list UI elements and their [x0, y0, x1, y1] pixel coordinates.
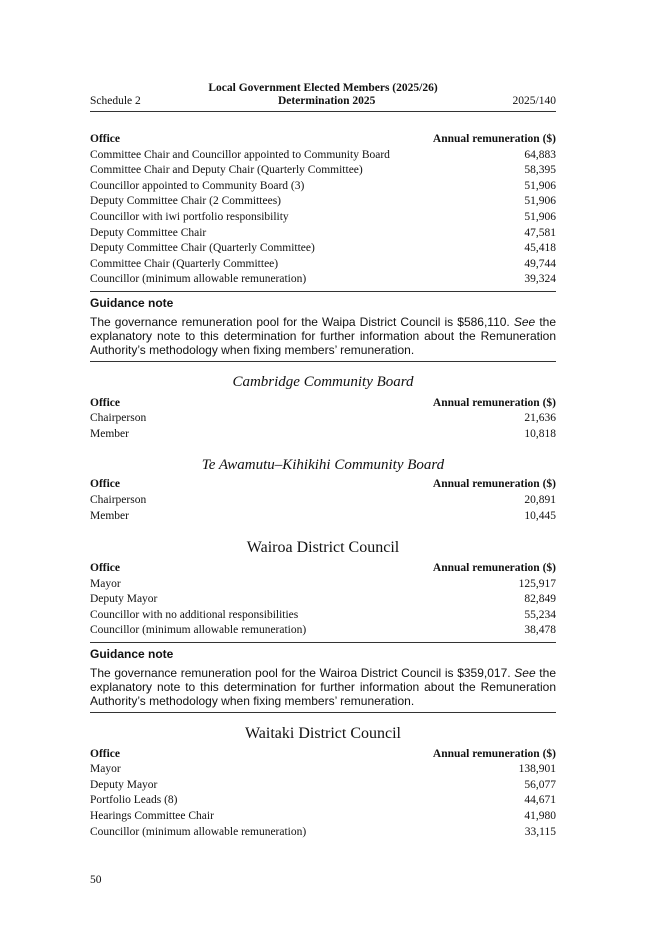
office-cell: Member	[90, 427, 129, 440]
remuneration-cell: 55,234	[524, 608, 556, 621]
remuneration-cell: 10,445	[524, 509, 556, 522]
teawamutu-remuneration-table	[90, 477, 556, 524]
remuneration-cell: 56,077	[524, 778, 556, 791]
office-cell: Committee Chair (Quarterly Committee)	[90, 257, 279, 270]
office-cell: Mayor	[90, 577, 121, 590]
remuneration-cell: 82,849	[524, 593, 556, 606]
remuneration-cell: 41,980	[524, 810, 556, 823]
table-row	[90, 778, 556, 794]
cambridge-board-title: Cambridge Community Board	[232, 373, 414, 390]
table-row	[90, 809, 556, 825]
table-header-row	[90, 561, 556, 577]
table-header-row	[90, 132, 556, 148]
section-divider	[90, 642, 556, 643]
wairoa-council-title: Wairoa District Council	[246, 539, 400, 557]
column-header-remuneration: Annual remuneration ($)	[432, 133, 556, 145]
table-row	[90, 825, 556, 841]
cambridge-remuneration-table	[90, 396, 556, 443]
cambridge-rows	[90, 411, 556, 442]
office-cell: Deputy Committee Chair	[90, 226, 207, 239]
note-text-see: See	[514, 666, 536, 681]
column-header-office: Office	[90, 133, 121, 145]
remuneration-cell: 10,818	[524, 427, 556, 440]
office-cell: Committee Chair and Councillor appointed to Community Board	[90, 148, 390, 161]
waipa-guidance-note	[90, 296, 556, 358]
column-header-remuneration: Annual remuneration ($)	[432, 747, 556, 760]
office-cell: Councillor (minimum allowable remuneration)	[90, 273, 307, 286]
column-header-remuneration: Annual remuneration ($)	[432, 396, 556, 409]
table-row	[90, 493, 556, 509]
wairoa-rows	[90, 577, 556, 639]
note-text-after: the explanatory note to this determination for further information about the Remuneration Authority’s methodology when fixing members’ remuneration.	[90, 314, 557, 358]
office-cell: Deputy Committee Chair (Quarterly Committee)	[90, 242, 315, 255]
remuneration-cell: 39,324	[524, 273, 556, 286]
office-cell: Member	[90, 509, 129, 522]
column-header-office: Office	[90, 396, 121, 409]
header-divider	[90, 111, 556, 112]
remuneration-cell: 20,891	[524, 493, 556, 506]
office-cell: Councillor appointed to Community Board (3)	[90, 179, 305, 192]
guidance-note-text	[90, 666, 556, 709]
remuneration-cell: 38,478	[524, 624, 556, 637]
remuneration-cell: 44,671	[524, 794, 556, 807]
remuneration-cell: 51,906	[524, 210, 556, 223]
table-row	[90, 226, 556, 242]
office-cell: Deputy Mayor	[90, 593, 158, 606]
column-header-office: Office	[90, 478, 121, 491]
table-row	[90, 509, 556, 525]
running-header	[90, 82, 556, 112]
guidance-note-text	[90, 315, 556, 358]
remuneration-cell: 21,636	[524, 412, 556, 425]
office-cell: Chairperson	[90, 493, 147, 506]
table-row	[90, 793, 556, 809]
section-divider	[90, 361, 556, 362]
remuneration-cell: 47,581	[524, 226, 556, 239]
table-row	[90, 592, 556, 608]
table-row	[90, 148, 556, 164]
header-determination: Determination 2025	[277, 95, 376, 107]
remuneration-cell: 51,906	[524, 179, 556, 192]
wairoa-guidance-note	[90, 647, 556, 709]
table-row	[90, 411, 556, 427]
remuneration-cell: 138,901	[518, 763, 556, 776]
remuneration-cell: 125,917	[518, 577, 556, 590]
table-row	[90, 427, 556, 443]
office-cell: Portfolio Leads (8)	[90, 794, 178, 807]
remuneration-cell: 58,395	[524, 164, 556, 177]
guidance-note-heading: Guidance note	[90, 647, 174, 662]
column-header-remuneration: Annual remuneration ($)	[432, 562, 556, 575]
page-number: 50	[90, 874, 102, 886]
page	[90, 82, 556, 840]
header-title: Local Government Elected Members (2025/26)	[208, 82, 438, 94]
office-cell: Deputy Committee Chair (2 Committees)	[90, 195, 281, 208]
header-schedule: Schedule 2	[90, 95, 141, 107]
table-row	[90, 163, 556, 179]
note-text-before: The governance remuneration pool for the Waipa District Council is $586,110.	[90, 314, 514, 329]
table-row	[90, 210, 556, 226]
table-row	[90, 241, 556, 257]
office-cell: Mayor	[90, 763, 121, 776]
table-row	[90, 762, 556, 778]
column-header-office: Office	[90, 747, 121, 760]
table-header-row	[90, 396, 556, 412]
table-row	[90, 608, 556, 624]
section-divider	[90, 291, 556, 292]
office-cell: Councillor (minimum allowable remuneration)	[90, 624, 307, 637]
guidance-note-heading: Guidance note	[90, 295, 174, 310]
remuneration-cell: 45,418	[524, 242, 556, 255]
column-header-remuneration: Annual remuneration ($)	[432, 478, 556, 491]
office-cell: Councillor (minimum allowable remuneration)	[90, 825, 307, 838]
note-text-after: the explanatory note to this determination for further information about the Remuneration Authority’s methodology when fixing members’ remuneration.	[90, 666, 556, 709]
header-reference: 2025/140	[512, 95, 556, 107]
waipa-remuneration-table	[90, 132, 556, 288]
table-row	[90, 623, 556, 639]
teawamutu-board-title: Te Awamutu–Kihikihi Community Board	[201, 457, 445, 474]
table-row	[90, 577, 556, 593]
office-cell: Committee Chair and Deputy Chair (Quarterly Committee)	[90, 164, 363, 177]
waitaki-council-title: Waitaki District Council	[244, 724, 401, 742]
section-divider	[90, 712, 556, 713]
table-row	[90, 194, 556, 210]
office-cell: Hearings Committee Chair	[90, 810, 214, 823]
note-text-see: See	[513, 314, 536, 329]
office-cell: Councillor with no additional responsibilities	[90, 608, 299, 621]
office-cell: Councillor with iwi portfolio responsibility	[90, 210, 289, 223]
waitaki-rows	[90, 762, 556, 840]
table-row	[90, 257, 556, 273]
remuneration-cell: 51,906	[524, 195, 556, 208]
office-cell: Deputy Mayor	[90, 778, 158, 791]
wairoa-remuneration-table	[90, 561, 556, 639]
note-text-before: The governance remuneration pool for the Wairoa District Council is $359,017.	[90, 666, 515, 681]
table-row	[90, 179, 556, 195]
waitaki-remuneration-table	[90, 747, 556, 841]
table-header-row	[90, 747, 556, 763]
table-header-row	[90, 477, 556, 493]
office-cell: Chairperson	[90, 412, 147, 425]
table-row	[90, 272, 556, 288]
remuneration-cell: 33,115	[524, 825, 556, 838]
remuneration-cell: 64,883	[524, 148, 556, 161]
teawamutu-rows	[90, 493, 556, 524]
waipa-rows	[90, 148, 556, 288]
header-row	[90, 95, 556, 108]
column-header-office: Office	[90, 562, 121, 575]
remuneration-cell: 49,744	[524, 257, 556, 270]
